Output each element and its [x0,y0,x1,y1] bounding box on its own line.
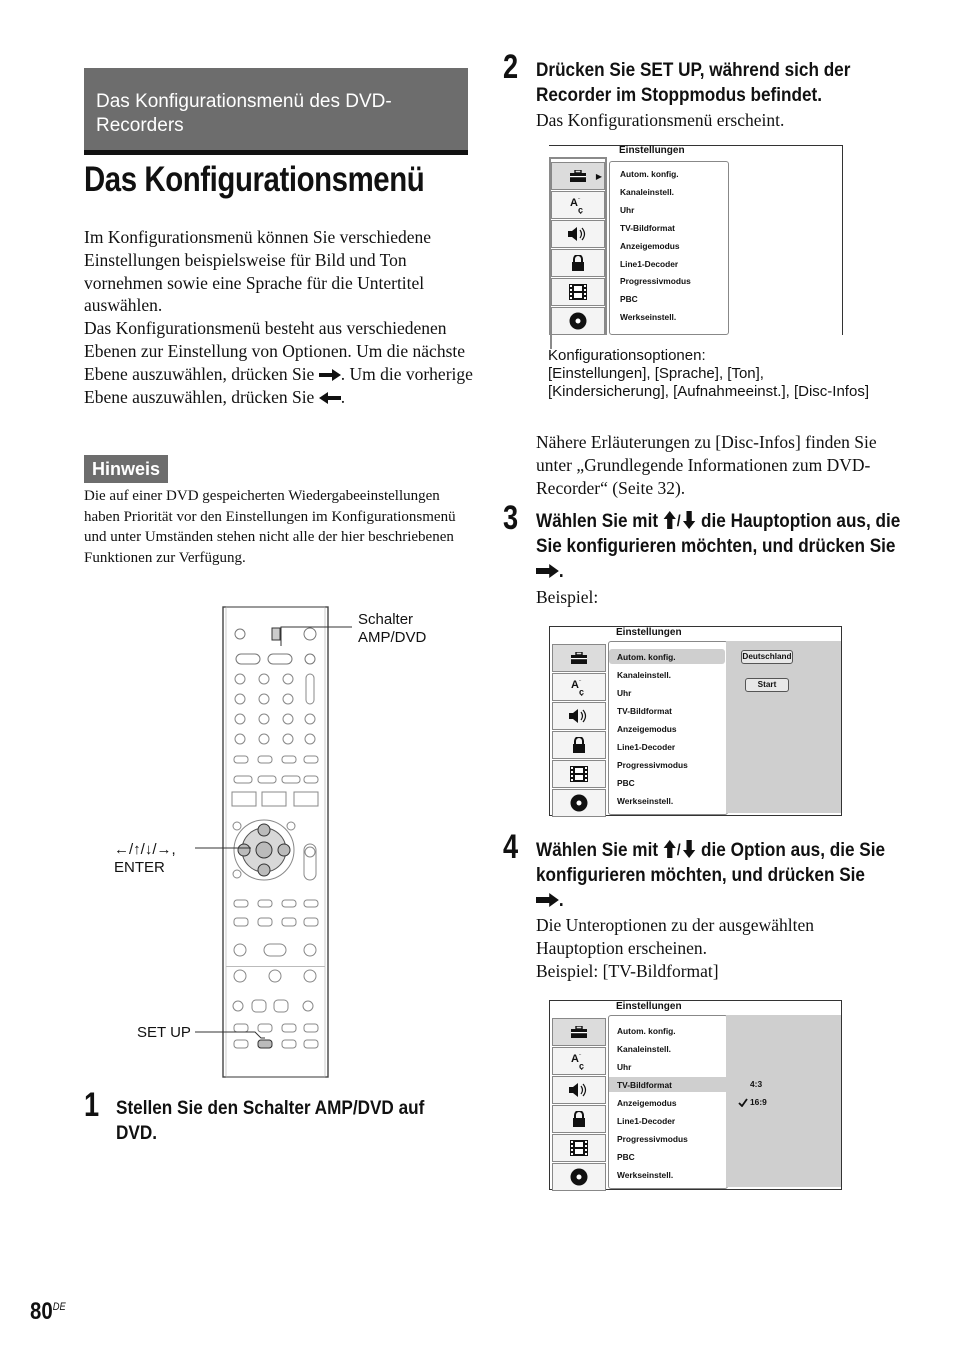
menu-item[interactable]: Line1-Decoder [617,742,676,752]
setup-menu-screen-1 [549,145,843,335]
menu-icon-speaker[interactable] [551,220,605,248]
menu-item[interactable]: Anzeigemodus [620,241,680,251]
menu-options-list [608,1015,728,1189]
svg-text:A: A [571,1053,579,1065]
menu-icon-toolbox[interactable]: ▶ [551,162,605,190]
menu-item[interactable]: Progressivmodus [617,760,688,770]
menu-item[interactable]: PBC [620,294,638,304]
config-options-caption: Konfigurationsoptionen: [Einstellungen], [Sprache], [Ton], [Kindersicherung], [Aufnahmeeinst.], [Disc-Infos] [548,347,869,400]
language-icon [570,1052,588,1070]
film-icon [570,1140,588,1156]
menu-icon-speaker[interactable] [552,1076,606,1104]
menu-item[interactable]: Line1-Decoder [620,259,679,269]
option-16-9[interactable]: 16:9 [750,1097,767,1107]
disc-icon [570,794,588,812]
menu-icon-disc[interactable] [552,789,606,817]
menu-item[interactable]: Werkseinstell. [617,1170,674,1180]
menu-options-list [608,641,728,815]
step-2-number: 2 [503,48,519,86]
menu-item[interactable]: Uhr [617,688,632,698]
film-icon [570,766,588,782]
menu-item[interactable]: Progressivmodus [620,276,691,286]
menu-icon-film[interactable] [552,1134,606,1162]
menu-item[interactable]: Uhr [620,205,635,215]
step-3-heading: Wählen Sie mit / die Hauptoption aus, die Sie konfigurieren möchten, und drücken Sie . [536,510,901,582]
page-number: 80DE [30,1298,66,1325]
menu-item[interactable]: PBC [617,1152,635,1162]
page-title: Das Konfigurationsmenü [84,160,425,199]
toolbox-icon [570,1026,588,1038]
svg-text:A: A [571,679,579,691]
svg-text:/: / [676,841,681,858]
svg-text:ç: ç [579,687,585,696]
menu-item[interactable]: Autom. konfig. [617,1026,676,1036]
country-select[interactable]: Deutschland [741,650,793,664]
menu-icon-toolbox[interactable] [552,1018,606,1046]
menu-item[interactable]: Autom. konfig. [617,652,676,662]
menu-item[interactable]: Anzeigemodus [617,1098,677,1108]
menu-header: Einstellungen [616,627,682,638]
menu-item[interactable]: Kanaleinstell. [620,187,674,197]
hinweis-label: Hinweis [84,455,168,483]
setup-menu-screen-2 [549,626,842,816]
menu-icon-language[interactable] [552,1047,606,1075]
menu-detail-pane [726,1015,841,1187]
callout-arrows-enter: ←/↑/↓/→, ENTER [114,841,176,876]
arrow-right-icon [536,893,559,907]
option-4-3[interactable]: 4:3 [750,1079,763,1089]
menu-icon-lock[interactable] [551,249,605,277]
menu-item[interactable]: PBC [617,778,635,788]
language-icon [570,678,588,696]
arrow-up-down-icon [663,840,696,858]
menu-icon-disc[interactable] [552,1163,606,1191]
callout-switch: Schalter AMP/DVD [358,611,427,646]
svg-text:¨: ¨ [579,1054,582,1061]
menu-options-list [609,161,729,335]
menu-item[interactable]: Progressivmodus [617,1134,688,1144]
remote-callout-lines [195,622,365,1042]
disc-icon [569,312,587,330]
film-icon [569,284,587,300]
arrow-left-icon [319,392,341,404]
step-4-subtext: Die Unteroptionen zu der ausgewählten Hauptoption erscheinen. Beispiel: [TV-Bildformat] [536,915,814,981]
menu-icon-toolbox[interactable] [552,644,606,672]
toolbox-icon [570,652,588,664]
svg-text:¨: ¨ [578,198,581,205]
svg-text:ç: ç [578,205,584,214]
menu-icon-language[interactable] [551,191,605,219]
step-3-number: 3 [503,499,519,537]
menu-item[interactable]: Autom. konfig. [620,169,679,179]
menu-item[interactable]: Kanaleinstell. [617,1044,671,1054]
step-1-number: 1 [84,1086,100,1124]
svg-text:¨: ¨ [579,680,582,687]
step-3-subtext: Beispiel: [536,587,599,607]
setup-menu-screen-3 [549,1000,842,1190]
menu-icon-disc[interactable] [551,307,605,335]
arrow-right-icon [319,369,341,381]
menu-item[interactable]: TV-Bildformat [620,223,675,233]
menu-header: Einstellungen [619,145,685,156]
menu-item[interactable]: TV-Bildformat [617,1080,672,1090]
section-rule [84,150,468,155]
disc-icon [570,1168,588,1186]
menu-icon-film[interactable] [552,760,606,788]
menu-icon-language[interactable] [552,673,606,701]
callout-setup: SET UP [137,1024,191,1041]
step-2-heading: Drücken Sie SET UP, während sich der Recorder im Stoppmodus befindet. [536,59,851,106]
intro-paragraph-1: Im Konfigurationsmenü können Sie verschiedene Einstellungen beispielsweise für Bild und Ton vornehmen sowie eine Sprache für die Untertitel auswählen. [84,227,431,316]
arrow-up-down-icon [663,511,696,529]
menu-item[interactable]: TV-Bildformat [617,706,672,716]
step-2-subtext: Das Konfigurationsmenü erscheint. [536,110,785,130]
intro-paragraph-2: Das Konfigurationsmenü besteht aus verschiedenen Ebenen zur Einstellung von Optionen. Um die nächste Ebene auszuwählen, drücken Sie . Um die vorherige Ebene auszuwählen, drücken Sie . [84,318,473,407]
menu-item[interactable]: Anzeigemodus [617,724,677,734]
step-4-number: 4 [503,828,519,866]
intro-text [84,226,479,408]
svg-text:A: A [570,197,578,209]
hinweis-text: Die auf einer DVD gespeicherten Wiedergabeeinstellungen haben Priorität vor den Einstellungen im Konfigurationsmenü und unter Umständen stehen nicht alle der hier beschriebenen Funktionen zur Verfügung. [84,488,456,566]
menu-header: Einstellungen [616,1001,682,1012]
arrow-right-icon [536,564,559,578]
speaker-icon [568,227,588,241]
start-button[interactable]: Start [745,678,789,692]
checkmark-icon [738,1098,748,1107]
menu-item[interactable]: Werkseinstell. [617,796,674,806]
section-banner [84,68,468,150]
menu-detail-pane [726,641,841,813]
speaker-icon [569,1083,589,1097]
svg-text:ç: ç [579,1061,585,1070]
lock-icon [572,1111,586,1127]
menu-icon-lock[interactable] [552,1105,606,1133]
menu-item[interactable]: Uhr [617,1062,632,1072]
menu-item[interactable]: Kanaleinstell. [617,670,671,680]
lock-icon [571,255,585,271]
menu-icon-lock[interactable] [552,731,606,759]
speaker-icon [569,709,589,723]
menu-icon-film[interactable] [551,278,605,306]
toolbox-icon [569,170,587,182]
section-title: Das Konfigurationsmenü des DVD-Recorders [96,91,392,136]
lock-icon [572,737,586,753]
menu-item[interactable]: Line1-Decoder [617,1116,676,1126]
step-4-heading: Wählen Sie mit / die Option aus, die Sie konfigurieren möchten, und drücken Sie . [536,839,886,911]
disc-info-note: Nähere Erläuterungen zu [Disc-Infos] finden Sie unter „Grundlegende Informationen zum DVD-Recorder“ (Seite 32). [536,432,877,498]
step-1-heading: Stellen Sie den Schalter AMP/DVD auf DVD. [116,1097,425,1144]
language-icon [569,196,587,214]
svg-text:/: / [676,512,681,529]
menu-item[interactable]: Werkseinstell. [620,312,677,322]
menu-icon-speaker[interactable] [552,702,606,730]
